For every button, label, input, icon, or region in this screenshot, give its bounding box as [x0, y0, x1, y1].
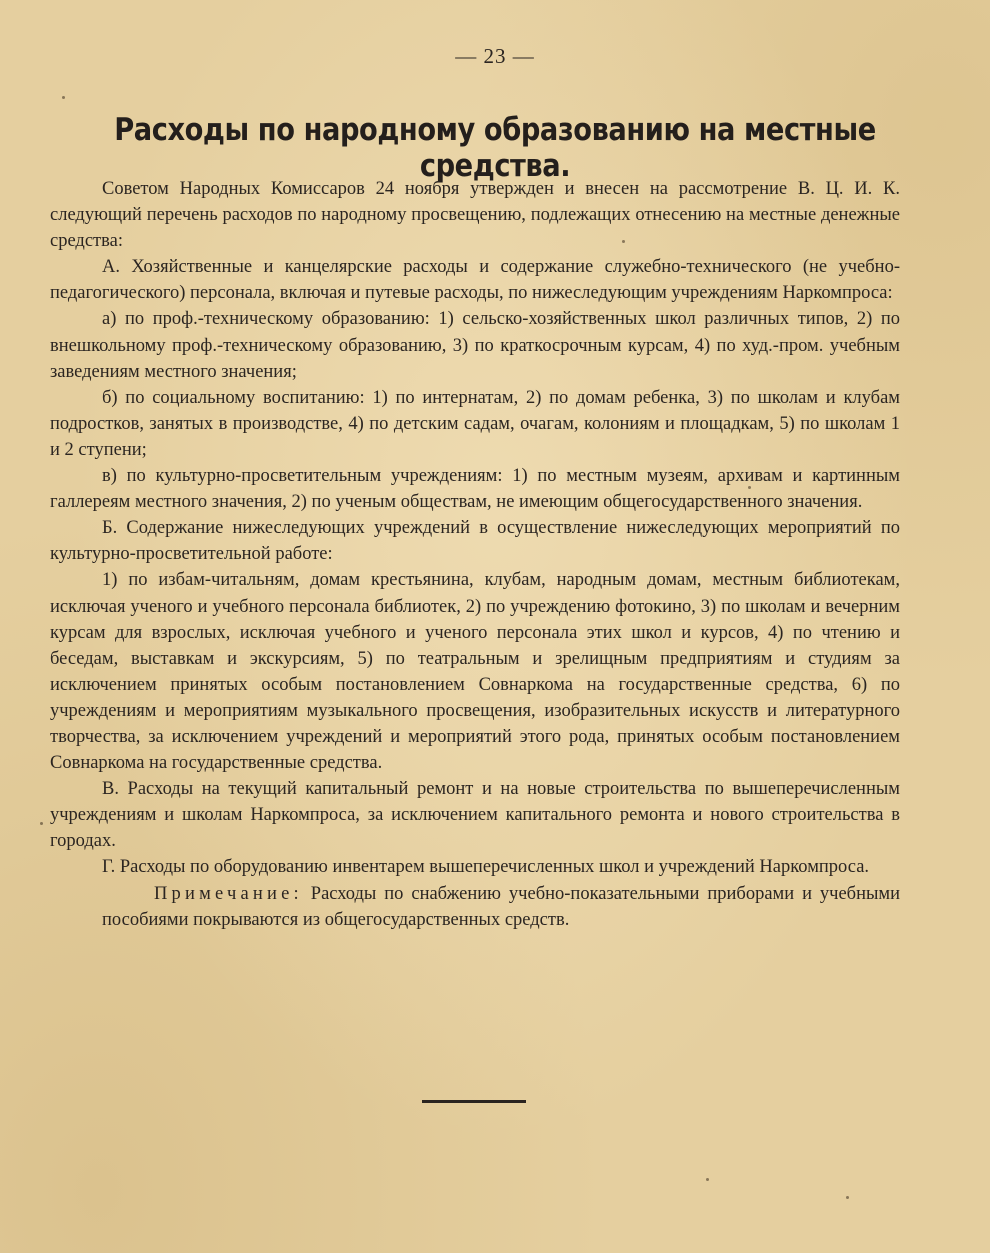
paper-spot — [40, 822, 43, 825]
section-b-items: 1) по избам-читальням, домам крестьянина, клубам, народным домам, местным библиотекам, исключая ученого и учебного персонала библиотек, 2) по учреждению фотокино, 3) по школам и вечерним курсам для взрослых, исключая учебного и ученого персонала этих школ и курсов, 4) по чтению и беседам, выставкам и экскурсиям, 5) по театральным и зрелищным предприятиям и студиям за исключением принятых особым постановлением Совнаркома на государственные средства, 6) по учреждениям и мероприятиям музыкального просвещения, изобразительных искусств и литературного творчества, за исключением учреждений и мероприятий этого рода, принятых особым постановлением Совнаркома на государственные средства. — [50, 570, 900, 774]
note-label: Примечание: — [154, 883, 303, 904]
paper-spot — [706, 1178, 709, 1181]
section-a-item-b: б) по социальному воспитанию: 1) по интернатам, 2) по домам ребенка, 3) по школам и клубам подростков, занятых в производстве, 4) по детским садам, очагам, колониям и площадкам, 5) по школам 1 и 2 ступени; — [50, 387, 900, 460]
paper-spot — [846, 1196, 849, 1199]
paper-spot — [748, 486, 751, 489]
paper-spot — [622, 240, 625, 243]
section-a-item-v: в) по культурно-просветительным учреждениям: 1) по местным музеям, архивам и картинным галлереям местного значения, 2) по ученым обществам, не имеющим общегосударственного значения. — [50, 466, 900, 513]
page-number: — 23 — — [455, 44, 535, 68]
section-a-item-a: а) по проф.-техническому образованию: 1) сельско-хозяйственных школ различных типов, 2) по внешкольному проф.-техническому образованию, 3) по краткосрочным курсам, 4) по худ.-пром. учебным заведениям местного значения; — [50, 309, 900, 382]
intro-paragraph: Советом Народных Комиссаров 24 ноября утвержден и внесен на рассмотрение В. Ц. И. К. следующий перечень расходов по народному просвещению, подлежащих отнесению на местные денежные средства: — [50, 179, 900, 252]
paper-spot — [62, 96, 65, 99]
section-v-paragraph: В. Расходы на текущий капитальный ремонт и на новые строительства по вышеперечисленным учреждениям и школам Наркомпроса, за исключением капитального ремонта и нового строительства в городах. — [50, 779, 900, 852]
note-paragraph — [50, 881, 900, 933]
end-rule — [422, 1100, 526, 1103]
section-b-paragraph: Б. Содержание нижеследующих учреждений в осуществление нижеследующих мероприятий по культурно-просветительной работе: — [50, 518, 900, 565]
page-title: Расходы по народному образованию на местные средства. — [114, 112, 876, 184]
section-g-paragraph: Г. Расходы по оборудованию инвентарем вышеперечисленных школ и учреждений Наркомпроса. — [102, 857, 870, 878]
document-body — [50, 176, 900, 933]
note-text: Расходы по снабжению учебно-показательными приборами и учебными пособиями покрываются из общегосударственных средств. — [102, 883, 901, 930]
section-a-paragraph: А. Хозяйственные и канцелярские расходы и содержание служебно-технического (не учебно-педагогического) персонала, включая и путевые расходы, по нижеследующим учреждениям Наркомпроса: — [50, 257, 900, 304]
